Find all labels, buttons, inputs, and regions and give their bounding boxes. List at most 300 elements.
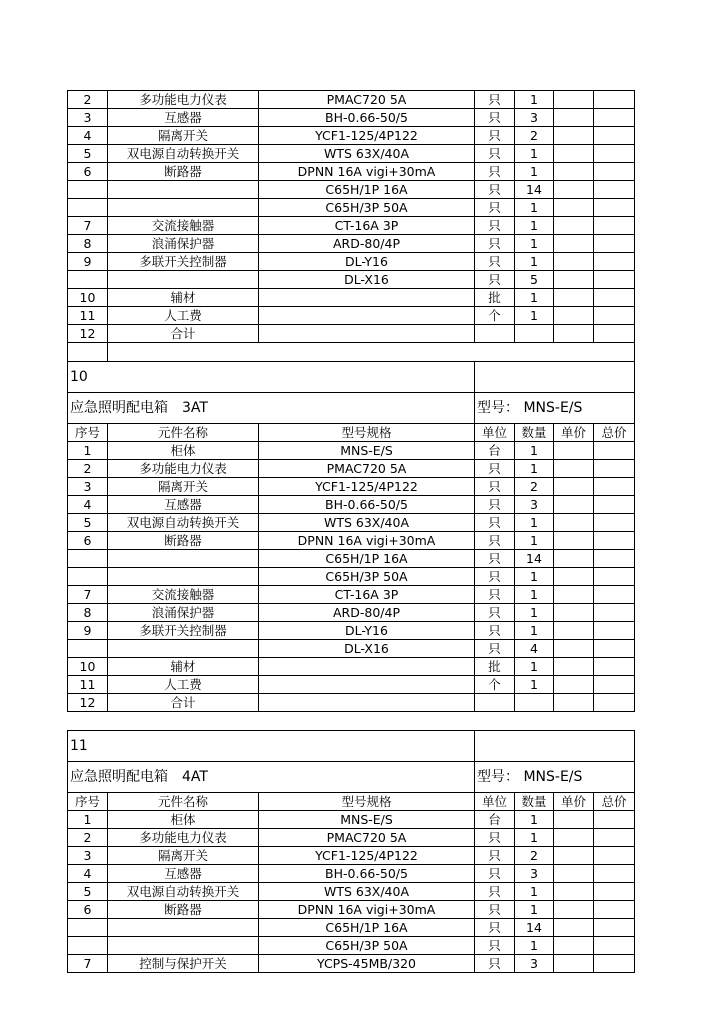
table-row bbox=[68, 550, 635, 568]
item-unit-price bbox=[554, 235, 594, 253]
table-row bbox=[68, 442, 635, 460]
table-row bbox=[68, 622, 635, 640]
item-unit: 只 bbox=[475, 622, 515, 640]
item-total-price bbox=[594, 442, 635, 460]
item-total-price bbox=[594, 694, 635, 712]
item-total-price bbox=[594, 496, 635, 514]
item-total-price bbox=[594, 91, 635, 109]
item-unit: 只 bbox=[475, 514, 515, 532]
item-qty: 1 bbox=[515, 658, 554, 676]
item-qty: 1 bbox=[515, 253, 554, 271]
item-spec: MNS-E/S bbox=[259, 442, 475, 460]
item-total-price bbox=[594, 145, 635, 163]
item-unit: 个 bbox=[475, 307, 515, 325]
item-qty: 14 bbox=[515, 181, 554, 199]
item-name: 多联开关控制器 bbox=[108, 622, 259, 640]
table-row bbox=[68, 568, 635, 586]
item-unit-price bbox=[554, 109, 594, 127]
item-name bbox=[108, 550, 259, 568]
item-unit-price bbox=[554, 811, 594, 829]
item-unit: 只 bbox=[475, 919, 515, 937]
item-qty: 1 bbox=[515, 937, 554, 955]
item-qty: 5 bbox=[515, 271, 554, 289]
item-spec: YCF1-125/4P122 bbox=[259, 847, 475, 865]
item-no: 6 bbox=[68, 163, 108, 181]
item-no: 10 bbox=[68, 658, 108, 676]
item-spec: DPNN 16A vigi+30mA bbox=[259, 901, 475, 919]
item-unit-price bbox=[554, 694, 594, 712]
item-unit-price bbox=[554, 289, 594, 307]
item-no: 11 bbox=[68, 676, 108, 694]
item-unit-price bbox=[554, 253, 594, 271]
item-spec: CT-16A 3P bbox=[259, 217, 475, 235]
table-row bbox=[68, 91, 635, 109]
item-no bbox=[68, 919, 108, 937]
section-number: 11 bbox=[68, 731, 475, 762]
item-qty: 2 bbox=[515, 127, 554, 145]
item-unit-price bbox=[554, 658, 594, 676]
section-title: 应急照明配电箱 4AT bbox=[68, 762, 475, 793]
table-row bbox=[68, 289, 635, 307]
item-total-price bbox=[594, 253, 635, 271]
item-name: 人工费 bbox=[108, 307, 259, 325]
item-no: 1 bbox=[68, 811, 108, 829]
item-total-price bbox=[594, 199, 635, 217]
item-name: 互感器 bbox=[108, 109, 259, 127]
item-total-price bbox=[594, 937, 635, 955]
col-header-seq: 序号 bbox=[68, 793, 108, 811]
item-qty: 1 bbox=[515, 289, 554, 307]
item-qty: 14 bbox=[515, 919, 554, 937]
table-row bbox=[68, 532, 635, 550]
spacer-row bbox=[68, 712, 635, 731]
section-title-row bbox=[68, 762, 635, 793]
item-no bbox=[68, 568, 108, 586]
item-spec: C65H/3P 50A bbox=[259, 568, 475, 586]
item-name: 浪涌保护器 bbox=[108, 604, 259, 622]
table-row bbox=[68, 271, 635, 289]
item-no bbox=[68, 199, 108, 217]
item-no: 5 bbox=[68, 514, 108, 532]
table-row bbox=[68, 235, 635, 253]
item-total-price bbox=[594, 658, 635, 676]
item-unit-price bbox=[554, 586, 594, 604]
item-no: 4 bbox=[68, 865, 108, 883]
col-header-unit: 单位 bbox=[475, 424, 515, 442]
item-qty: 2 bbox=[515, 478, 554, 496]
table-row bbox=[68, 694, 635, 712]
item-spec: C65H/1P 16A bbox=[259, 919, 475, 937]
item-unit: 只 bbox=[475, 550, 515, 568]
item-total-price bbox=[594, 181, 635, 199]
item-total-price bbox=[594, 550, 635, 568]
item-qty bbox=[515, 694, 554, 712]
item-unit-price bbox=[554, 604, 594, 622]
item-name: 辅材 bbox=[108, 658, 259, 676]
item-no: 6 bbox=[68, 532, 108, 550]
section-number-row bbox=[68, 362, 635, 393]
item-name bbox=[108, 937, 259, 955]
item-spec: BH-0.66-50/5 bbox=[259, 109, 475, 127]
item-total-price bbox=[594, 127, 635, 145]
item-unit: 只 bbox=[475, 91, 515, 109]
item-no: 9 bbox=[68, 622, 108, 640]
item-qty: 1 bbox=[515, 145, 554, 163]
table-row bbox=[68, 865, 635, 883]
bom-table bbox=[67, 90, 635, 973]
item-name: 交流接触器 bbox=[108, 217, 259, 235]
item-name: 多功能电力仪表 bbox=[108, 460, 259, 478]
item-name bbox=[108, 199, 259, 217]
item-qty bbox=[515, 325, 554, 343]
item-name: 控制与保护开关 bbox=[108, 955, 259, 973]
item-spec: PMAC720 5A bbox=[259, 91, 475, 109]
item-qty: 1 bbox=[515, 532, 554, 550]
item-unit: 只 bbox=[475, 883, 515, 901]
item-unit: 只 bbox=[475, 640, 515, 658]
col-header-seq: 序号 bbox=[68, 424, 108, 442]
item-qty: 1 bbox=[515, 829, 554, 847]
item-name bbox=[108, 568, 259, 586]
item-qty: 1 bbox=[515, 460, 554, 478]
section-number: 10 bbox=[68, 362, 475, 393]
item-unit: 只 bbox=[475, 955, 515, 973]
item-name: 浪涌保护器 bbox=[108, 235, 259, 253]
item-spec: YCPS-45MB/320 bbox=[259, 955, 475, 973]
section-model: 型号： MNS-E/S bbox=[475, 762, 635, 793]
item-unit: 只 bbox=[475, 847, 515, 865]
item-no: 2 bbox=[68, 460, 108, 478]
item-no: 7 bbox=[68, 586, 108, 604]
item-spec bbox=[259, 289, 475, 307]
item-spec: ARD-80/4P bbox=[259, 235, 475, 253]
item-no: 2 bbox=[68, 829, 108, 847]
item-unit: 只 bbox=[475, 109, 515, 127]
item-name: 柜体 bbox=[108, 811, 259, 829]
item-spec bbox=[259, 676, 475, 694]
item-no bbox=[68, 550, 108, 568]
item-unit-price bbox=[554, 676, 594, 694]
item-total-price bbox=[594, 271, 635, 289]
item-qty: 1 bbox=[515, 91, 554, 109]
item-unit-price bbox=[554, 181, 594, 199]
table-row bbox=[68, 163, 635, 181]
item-no bbox=[68, 937, 108, 955]
item-name bbox=[108, 919, 259, 937]
item-qty: 1 bbox=[515, 901, 554, 919]
item-qty: 1 bbox=[515, 622, 554, 640]
item-unit-price bbox=[554, 478, 594, 496]
item-unit-price bbox=[554, 919, 594, 937]
item-qty: 1 bbox=[515, 307, 554, 325]
spreadsheet bbox=[67, 90, 635, 973]
col-header-component-name: 元件名称 bbox=[108, 793, 259, 811]
item-name: 多联开关控制器 bbox=[108, 253, 259, 271]
item-unit-price bbox=[554, 847, 594, 865]
item-qty: 1 bbox=[515, 217, 554, 235]
col-header-unit-price: 单价 bbox=[554, 793, 594, 811]
item-spec bbox=[259, 658, 475, 676]
item-total-price bbox=[594, 163, 635, 181]
item-spec: PMAC720 5A bbox=[259, 829, 475, 847]
item-qty: 2 bbox=[515, 847, 554, 865]
item-unit: 只 bbox=[475, 199, 515, 217]
item-total-price bbox=[594, 604, 635, 622]
item-unit-price bbox=[554, 91, 594, 109]
item-name: 双电源自动转换开关 bbox=[108, 514, 259, 532]
item-no bbox=[68, 271, 108, 289]
item-name: 隔离开关 bbox=[108, 127, 259, 145]
item-no: 2 bbox=[68, 91, 108, 109]
col-header-component-name: 元件名称 bbox=[108, 424, 259, 442]
item-unit-price bbox=[554, 163, 594, 181]
item-unit-price bbox=[554, 460, 594, 478]
item-name bbox=[108, 271, 259, 289]
item-total-price bbox=[594, 235, 635, 253]
item-total-price bbox=[594, 586, 635, 604]
item-spec: MNS-E/S bbox=[259, 811, 475, 829]
item-unit-price bbox=[554, 568, 594, 586]
item-unit: 只 bbox=[475, 145, 515, 163]
item-total-price bbox=[594, 514, 635, 532]
item-total-price bbox=[594, 622, 635, 640]
table-row bbox=[68, 847, 635, 865]
item-total-price bbox=[594, 901, 635, 919]
item-name: 双电源自动转换开关 bbox=[108, 883, 259, 901]
table-row bbox=[68, 955, 635, 973]
item-unit-price bbox=[554, 271, 594, 289]
table-row bbox=[68, 127, 635, 145]
item-qty: 1 bbox=[515, 883, 554, 901]
item-unit-price bbox=[554, 325, 594, 343]
section-title: 应急照明配电箱 3AT bbox=[68, 393, 475, 424]
item-total-price bbox=[594, 865, 635, 883]
item-name: 人工费 bbox=[108, 676, 259, 694]
item-total-price bbox=[594, 847, 635, 865]
item-no: 11 bbox=[68, 307, 108, 325]
item-no: 3 bbox=[68, 847, 108, 865]
item-name: 互感器 bbox=[108, 865, 259, 883]
item-qty: 1 bbox=[515, 199, 554, 217]
item-total-price bbox=[594, 460, 635, 478]
item-qty: 14 bbox=[515, 550, 554, 568]
item-name: 多功能电力仪表 bbox=[108, 91, 259, 109]
item-total-price bbox=[594, 109, 635, 127]
item-qty: 3 bbox=[515, 865, 554, 883]
item-unit-price bbox=[554, 865, 594, 883]
item-spec: DPNN 16A vigi+30mA bbox=[259, 532, 475, 550]
table-row bbox=[68, 217, 635, 235]
table-row bbox=[68, 676, 635, 694]
item-unit: 只 bbox=[475, 865, 515, 883]
table-row bbox=[68, 919, 635, 937]
table-row bbox=[68, 460, 635, 478]
table-row bbox=[68, 901, 635, 919]
item-name: 多功能电力仪表 bbox=[108, 829, 259, 847]
item-name: 辅材 bbox=[108, 289, 259, 307]
table-row bbox=[68, 478, 635, 496]
item-no: 4 bbox=[68, 496, 108, 514]
item-unit-price bbox=[554, 217, 594, 235]
item-total-price bbox=[594, 568, 635, 586]
item-no: 12 bbox=[68, 694, 108, 712]
item-no: 7 bbox=[68, 955, 108, 973]
item-unit: 只 bbox=[475, 532, 515, 550]
col-header-spec: 型号规格 bbox=[259, 793, 475, 811]
item-unit: 只 bbox=[475, 568, 515, 586]
item-spec: C65H/3P 50A bbox=[259, 199, 475, 217]
item-qty: 4 bbox=[515, 640, 554, 658]
table-row bbox=[68, 199, 635, 217]
item-unit: 台 bbox=[475, 811, 515, 829]
item-unit-price bbox=[554, 640, 594, 658]
table-row bbox=[68, 586, 635, 604]
spacer-cell bbox=[108, 343, 635, 362]
item-unit: 只 bbox=[475, 586, 515, 604]
spacer-cell bbox=[68, 343, 108, 362]
item-unit-price bbox=[554, 883, 594, 901]
item-no bbox=[68, 640, 108, 658]
item-no: 9 bbox=[68, 253, 108, 271]
item-no: 5 bbox=[68, 145, 108, 163]
table-row bbox=[68, 325, 635, 343]
item-no: 8 bbox=[68, 604, 108, 622]
item-spec: WTS 63X/40A bbox=[259, 883, 475, 901]
item-unit-price bbox=[554, 829, 594, 847]
item-name bbox=[108, 640, 259, 658]
item-qty: 1 bbox=[515, 568, 554, 586]
item-qty: 1 bbox=[515, 514, 554, 532]
spacer-cell bbox=[68, 712, 635, 731]
col-header-spec: 型号规格 bbox=[259, 424, 475, 442]
item-unit: 只 bbox=[475, 901, 515, 919]
section-model: 型号： MNS-E/S bbox=[475, 393, 635, 424]
item-unit: 只 bbox=[475, 478, 515, 496]
item-no: 12 bbox=[68, 325, 108, 343]
item-spec: ARD-80/4P bbox=[259, 604, 475, 622]
item-unit-price bbox=[554, 496, 594, 514]
table-row bbox=[68, 181, 635, 199]
item-no: 3 bbox=[68, 478, 108, 496]
col-header-total-price: 总价 bbox=[594, 793, 635, 811]
item-unit-price bbox=[554, 514, 594, 532]
section-number-blank bbox=[475, 731, 635, 762]
item-total-price bbox=[594, 829, 635, 847]
spacer-row bbox=[68, 343, 635, 362]
item-unit-price bbox=[554, 937, 594, 955]
item-total-price bbox=[594, 919, 635, 937]
item-unit: 只 bbox=[475, 127, 515, 145]
item-unit: 只 bbox=[475, 460, 515, 478]
item-unit: 批 bbox=[475, 289, 515, 307]
item-unit-price bbox=[554, 307, 594, 325]
item-name: 柜体 bbox=[108, 442, 259, 460]
item-qty: 1 bbox=[515, 676, 554, 694]
item-qty: 3 bbox=[515, 496, 554, 514]
item-name: 断路器 bbox=[108, 163, 259, 181]
section-number-row bbox=[68, 731, 635, 762]
table-row bbox=[68, 109, 635, 127]
table-row bbox=[68, 640, 635, 658]
item-no: 5 bbox=[68, 883, 108, 901]
table-row bbox=[68, 496, 635, 514]
item-unit: 只 bbox=[475, 604, 515, 622]
item-spec: DL-Y16 bbox=[259, 253, 475, 271]
item-spec: C65H/1P 16A bbox=[259, 181, 475, 199]
item-unit-price bbox=[554, 532, 594, 550]
item-total-price bbox=[594, 883, 635, 901]
item-qty: 1 bbox=[515, 235, 554, 253]
item-unit-price bbox=[554, 622, 594, 640]
item-spec: DL-Y16 bbox=[259, 622, 475, 640]
item-no: 6 bbox=[68, 901, 108, 919]
item-unit-price bbox=[554, 955, 594, 973]
item-spec: WTS 63X/40A bbox=[259, 514, 475, 532]
item-unit: 只 bbox=[475, 217, 515, 235]
item-unit: 只 bbox=[475, 253, 515, 271]
item-spec: BH-0.66-50/5 bbox=[259, 496, 475, 514]
item-qty: 1 bbox=[515, 811, 554, 829]
item-name: 合计 bbox=[108, 325, 259, 343]
item-spec: DL-X16 bbox=[259, 271, 475, 289]
col-header-qty: 数量 bbox=[515, 793, 554, 811]
item-qty: 1 bbox=[515, 604, 554, 622]
item-qty: 1 bbox=[515, 442, 554, 460]
table-row bbox=[68, 883, 635, 901]
item-spec: C65H/3P 50A bbox=[259, 937, 475, 955]
item-no: 4 bbox=[68, 127, 108, 145]
item-no: 3 bbox=[68, 109, 108, 127]
item-spec: DPNN 16A vigi+30mA bbox=[259, 163, 475, 181]
item-spec: CT-16A 3P bbox=[259, 586, 475, 604]
item-unit: 只 bbox=[475, 181, 515, 199]
table-row bbox=[68, 145, 635, 163]
table-row bbox=[68, 604, 635, 622]
table-row bbox=[68, 937, 635, 955]
item-total-price bbox=[594, 955, 635, 973]
item-unit-price bbox=[554, 127, 594, 145]
item-unit: 只 bbox=[475, 496, 515, 514]
item-unit bbox=[475, 325, 515, 343]
table-row bbox=[68, 811, 635, 829]
item-unit: 台 bbox=[475, 442, 515, 460]
item-spec: WTS 63X/40A bbox=[259, 145, 475, 163]
column-header-row bbox=[68, 793, 635, 811]
item-unit: 只 bbox=[475, 271, 515, 289]
table-row bbox=[68, 514, 635, 532]
item-name: 互感器 bbox=[108, 496, 259, 514]
item-name: 双电源自动转换开关 bbox=[108, 145, 259, 163]
item-spec: BH-0.66-50/5 bbox=[259, 865, 475, 883]
item-no: 8 bbox=[68, 235, 108, 253]
item-qty: 3 bbox=[515, 955, 554, 973]
col-header-unit-price: 单价 bbox=[554, 424, 594, 442]
item-total-price bbox=[594, 811, 635, 829]
item-unit bbox=[475, 694, 515, 712]
item-unit-price bbox=[554, 550, 594, 568]
item-unit: 批 bbox=[475, 658, 515, 676]
item-total-price bbox=[594, 532, 635, 550]
item-name: 合计 bbox=[108, 694, 259, 712]
item-no: 1 bbox=[68, 442, 108, 460]
column-header-row bbox=[68, 424, 635, 442]
table-row bbox=[68, 658, 635, 676]
item-spec bbox=[259, 694, 475, 712]
item-unit-price bbox=[554, 901, 594, 919]
table-row bbox=[68, 829, 635, 847]
item-unit: 只 bbox=[475, 163, 515, 181]
item-qty: 1 bbox=[515, 163, 554, 181]
